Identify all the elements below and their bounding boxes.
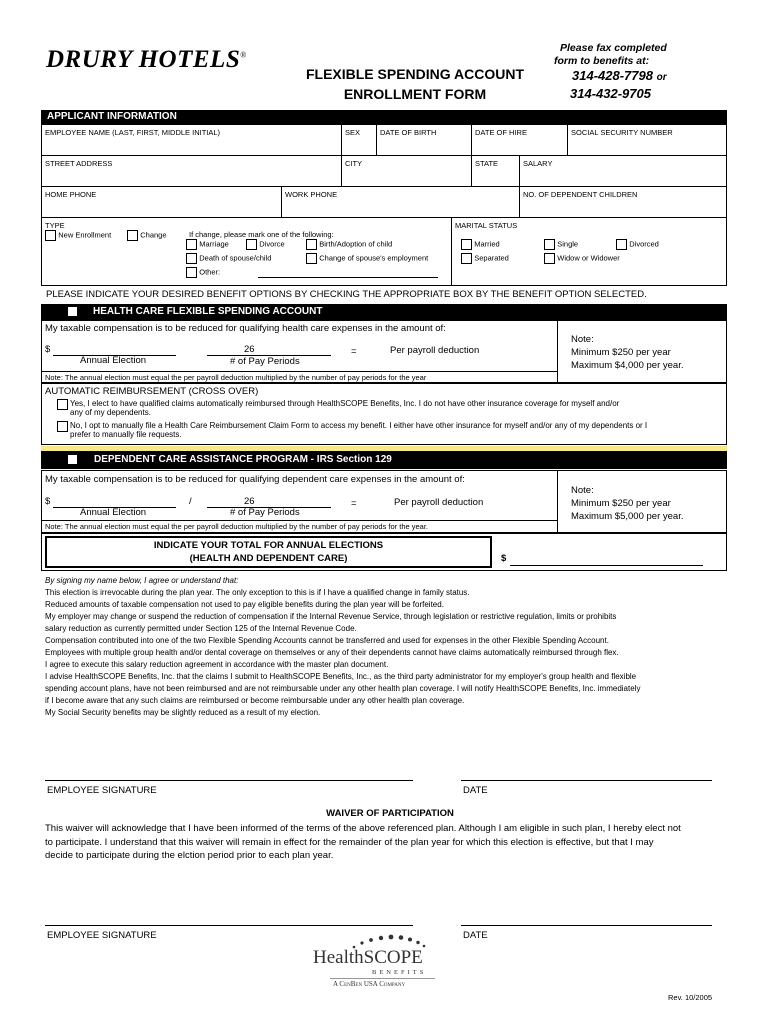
single-checkbox[interactable]	[544, 239, 555, 250]
form-title-line2: ENROLLMENT FORM	[343, 86, 487, 102]
terms-line: Employees with multiple group health and/or dental coverage on themselves or any of their dependents cannot have claims automatically reimbursed through flex.	[45, 648, 619, 657]
date-label: DATE	[463, 785, 488, 796]
terms-line: Reduced amounts of taxable compensation not used to pay eligible benefits during the plan year will be forfeited.	[45, 600, 444, 609]
doh-label: DATE OF HIRE	[475, 128, 527, 137]
other-checkbox[interactable]	[186, 267, 197, 278]
change-checkbox[interactable]	[127, 230, 138, 241]
employee-signature-line[interactable]	[45, 780, 413, 781]
waiver-signature-line[interactable]	[45, 925, 413, 926]
terms-line: Compensation contributed into one of the two Flexible Spending Accounts cannot be transferred and used for expenses in the other Flexible Spending Account.	[45, 636, 609, 645]
dependent-per-payroll: Per payroll deduction	[394, 497, 484, 508]
fax-number-1: 314-428-7798	[572, 68, 653, 83]
health-footnote: Note: The annual election must equal the per payroll deduction multiplied by the number of pay periods for the year	[45, 373, 427, 382]
terms-line: I agree to execute this salary reduction agreement in accordance with the master plan document.	[45, 660, 389, 669]
dependent-children-label: NO. OF DEPENDENT CHILDREN	[523, 190, 638, 199]
terms-line: My employer may change or suspend the reduction of compensation if the Internal Revenue Service, through legislation or restrictive regulation, limits or prohibits	[45, 612, 617, 621]
dependent-care-heading: DEPENDENT CARE ASSISTANCE PROGRAM - IRS Section 129	[41, 451, 727, 469]
total-label: INDICATE YOUR TOTAL FOR ANNUAL ELECTIONS (HEALTH AND DEPENDENT CARE)	[153, 540, 384, 564]
marital-status-label: MARITAL STATUS	[455, 221, 518, 230]
dependent-pay-periods-label: # of Pay Periods	[230, 507, 300, 518]
dependent-care-checkbox[interactable]	[67, 454, 78, 465]
dependent-annual-election-label: Annual Election	[80, 507, 147, 518]
spouse-employment-checkbox[interactable]	[306, 253, 317, 264]
birth-adoption-checkbox[interactable]	[306, 239, 317, 250]
fax-number-2: 314-432-9705	[570, 86, 651, 101]
fax-instructions: Please fax completed form to benefits at: 314-428-7798 or 314-432-9705	[560, 42, 720, 102]
health-fsa-line: My taxable compensation is to be reduced for qualifying health care expenses in the amount of:	[45, 323, 446, 334]
waiver-signature-label: EMPLOYEE SIGNATURE	[47, 930, 157, 941]
ssn-label: SOCIAL SECURITY NUMBER	[571, 128, 673, 137]
health-pay-periods-label: # of Pay Periods	[230, 356, 300, 367]
employee-name-label: EMPLOYEE NAME (LAST, FIRST, MIDDLE INITIAL)	[45, 128, 221, 137]
auto-yes-text: Yes, I elect to have qualified claims automatically reimbursed through HealthSCOPE Benefits, Inc. I do not have other insurance coverage for myself and/or any of my dependents.	[70, 399, 620, 417]
type-label: TYPE	[45, 221, 65, 230]
health-fsa-heading: HEALTH CARE FLEXIBLE SPENDING ACCOUNT	[41, 304, 727, 320]
terms-intro: By signing my name below, I agree or understand that:	[45, 576, 239, 585]
dob-label: DATE OF BIRTH	[380, 128, 437, 137]
waiver-date-line[interactable]	[461, 925, 712, 926]
divorce-checkbox[interactable]	[246, 239, 257, 250]
terms-line: salary reduction as currently permitted under Section 125 of the Internal Revenue Code.	[45, 624, 357, 633]
separated-checkbox[interactable]	[461, 253, 472, 264]
healthscope-tagline: A CenBen USA Company	[333, 980, 406, 988]
city-label: CITY	[345, 159, 363, 168]
marriage-checkbox[interactable]	[186, 239, 197, 250]
other-line[interactable]	[258, 277, 438, 278]
health-note: Note: Minimum $250 per year Maximum $4,000 per year.	[571, 334, 684, 371]
health-per-payroll: Per payroll deduction	[390, 345, 480, 356]
dependent-care-line: My taxable compensation is to be reduced for qualifying dependent care expenses in the amount of:	[45, 474, 465, 485]
waiver-heading: WAIVER OF PARTICIPATION	[326, 808, 454, 819]
dependent-periods-value: 26	[244, 496, 255, 507]
health-periods-value: 26	[244, 344, 255, 355]
salary-label: SALARY	[523, 159, 553, 168]
auto-reimbursement-heading: AUTOMATIC REIMBURSEMENT (CROSS OVER)	[45, 386, 259, 397]
terms-line: This election is irrevocable during the plan year. The only exception to this is if I have a qualified change in family status.	[45, 588, 470, 597]
form-title	[270, 64, 560, 104]
street-address-label: STREET ADDRESS	[45, 159, 113, 168]
healthscope-benefits: BENEFITS	[372, 969, 427, 976]
dependent-note: Note: Minimum $250 per year Maximum $5,000 per year.	[571, 485, 684, 522]
auto-no-text: No, I opt to manually file a Health Care Reimbursement Claim Form to access my benefit. I either have other insurance for myself and/or any of my dependents or I prefer to manually file requests.	[70, 421, 648, 439]
terms-line: spending account plans, have not been reimbursed and are not reimbursable under any other health plan coverage. I will notify HealthSCOPE Benefits, Inc. immediately	[45, 684, 641, 693]
home-phone-label: HOME PHONE	[45, 190, 97, 199]
drury-hotels-logo: DRURY HOTELS®	[46, 46, 247, 73]
applicant-info-heading: APPLICANT INFORMATION	[41, 110, 727, 124]
dependent-footnote: Note: The annual election must equal the per payroll deduction multiplied by the number of pay periods for the year.	[45, 522, 429, 531]
date-line[interactable]	[461, 780, 712, 781]
auto-no-checkbox[interactable]	[57, 421, 68, 432]
revision-label: Rev. 10/2005	[668, 993, 713, 1002]
benefit-instruction: PLEASE INDICATE YOUR DESIRED BENEFIT OPTIONS BY CHECKING THE APPROPRIATE BOX BY THE BENEFIT OPTION SELECTED.	[46, 289, 647, 300]
waiver-date-label: DATE	[463, 930, 488, 941]
total-amount-field[interactable]	[510, 565, 703, 566]
death-checkbox[interactable]	[186, 253, 197, 264]
healthscope-logo: HealthSCOPE	[313, 947, 423, 968]
married-checkbox[interactable]	[461, 239, 472, 250]
state-label: STATE	[475, 159, 499, 168]
if-change-label: If change, please mark one of the following:	[189, 230, 334, 239]
sex-label: SEX	[345, 128, 361, 137]
divorced-checkbox[interactable]	[616, 239, 627, 250]
new-enrollment-checkbox[interactable]	[45, 230, 56, 241]
terms-list	[45, 587, 735, 719]
work-phone-label: WORK PHONE	[285, 190, 338, 199]
health-fsa-checkbox[interactable]	[67, 306, 78, 317]
terms-line: if I become aware that any such claims are reimbursed or become reimbursable under any other health plan coverage.	[45, 696, 465, 705]
employee-signature-label: EMPLOYEE SIGNATURE	[47, 785, 157, 796]
waiver-text: This waiver will acknowledge that I have been informed of the terms of the above referenced plan. Although I am eligible in such plan, I hereby elect not to participate. I understand that this waiver will remain in effect for the remainder of the plan year for which this election is effective, but that I may decide to participate during the elction period prior to each plan year.	[45, 823, 681, 861]
widow-checkbox[interactable]	[544, 253, 555, 264]
terms-line: I advise HealthSCOPE Benefits, Inc. that the claims I submit to HealthSCOPE Benefits, Inc., as the third party administrator for my employer's group health and flexible	[45, 672, 637, 681]
health-annual-election-label: Annual Election	[80, 355, 147, 366]
terms-line: My Social Security benefits may be slightly reduced as a result of my election.	[45, 708, 321, 717]
auto-yes-checkbox[interactable]	[57, 399, 68, 410]
form-title-line1: FLEXIBLE SPENDING ACCOUNT	[305, 66, 525, 82]
